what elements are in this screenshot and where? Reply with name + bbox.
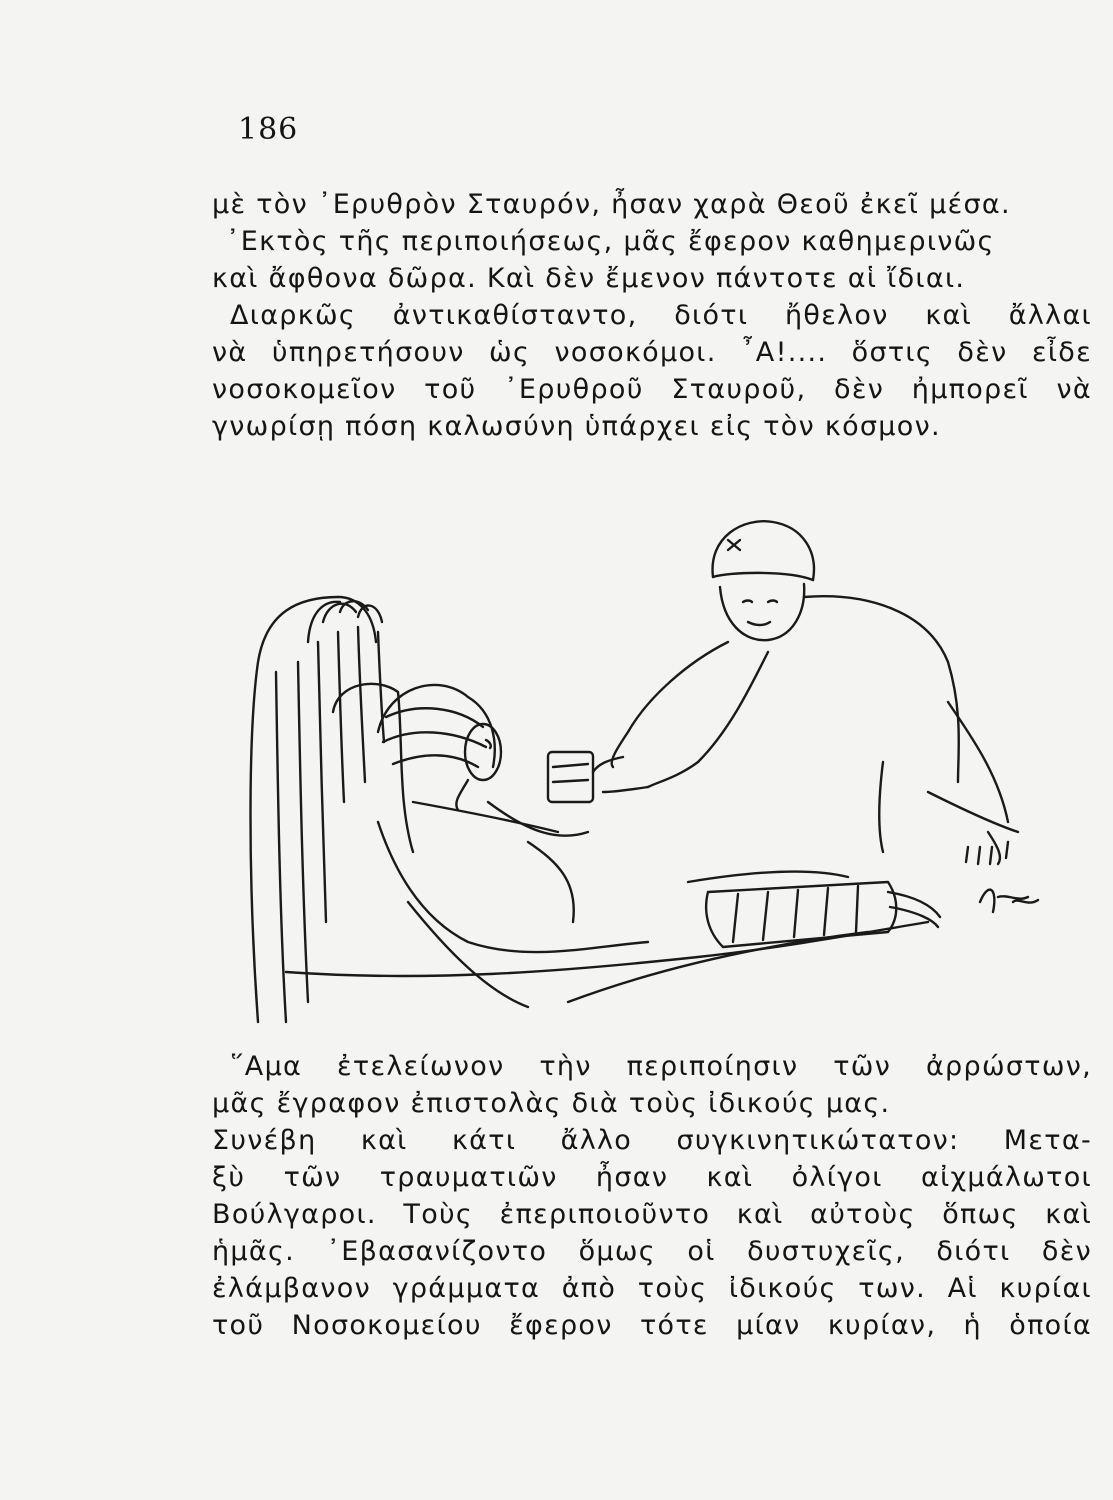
paragraph-top (212, 186, 1092, 445)
text-line: Συνέβη καὶ κάτι ἄλλο συγκινητικώτατον: Μετα- (212, 1125, 1092, 1156)
text-line: ξὺ τῶν τραυματιῶν ἦσαν καὶ ὀλίγοι αἰχμάλωτοι (212, 1162, 1092, 1193)
text-line: ἡμᾶς. ᾿Εβασανίζοντο ὅμως οἱ δυστυχεῖς, διότι δὲν (212, 1236, 1092, 1267)
illustration-nurse-and-patient (228, 502, 1088, 1032)
text-line: νοσοκομεῖον τοῦ ᾿Ερυθροῦ Σταυροῦ, δὲν ἠμπορεῖ νὰ (212, 374, 1092, 405)
text-line: γνωρίσῃ πόση καλωσύνη ὑπάρχει εἰς τὸν κόσμον. (212, 411, 941, 442)
page-number: 186 (238, 112, 299, 147)
text-line: μὲ τὸν ᾿Ερυθρὸν Σταυρόν, ἦσαν χαρὰ Θεοῦ ἐκεῖ μέσα. (212, 189, 1011, 220)
nurse-patient-drawing (228, 502, 1088, 1032)
text-line: ἐλάμβανον γράμματα ἀπὸ τοὺς ἰδικούς των. Αἱ κυρίαι (212, 1273, 1092, 1304)
text-line: Βούλγαροι. Τοὺς ἐπεριποιοῦντο καὶ αὐτοὺς ὅπως καὶ (212, 1199, 1092, 1230)
text-line: ῞Αμα ἐτελείωνον τὴν περιποίησιν τῶν ἀρρώστων, (230, 1051, 1092, 1082)
text-line: τοῦ Νοσοκομείου ἔφερον τότε μίαν κυρίαν, ἡ ὁποία (212, 1310, 1092, 1341)
text-line: μᾶς ἔγραφον ἐπιστολὰς διὰ τοὺς ἰδικούς μας. (212, 1088, 891, 1119)
paragraph-bottom (212, 1048, 1092, 1344)
text-line: ᾿Εκτὸς τῆς περιποιήσεως, μᾶς ἔφερον καθημερινῶς (226, 226, 995, 257)
text-line: Διαρκῶς ἀντικαθίσταντο, διότι ἤθελον καὶ ἄλλαι (230, 300, 1092, 331)
text-line: νὰ ὑπηρετήσουν ὡς νοσοκόμοι. ῏Α!.... ὅστις δὲν εἶδε (212, 337, 1092, 368)
text-line: καὶ ἄφθονα δῶρα. Καὶ δὲν ἔμενον πάντοτε αἱ ἴδιαι. (212, 263, 966, 294)
